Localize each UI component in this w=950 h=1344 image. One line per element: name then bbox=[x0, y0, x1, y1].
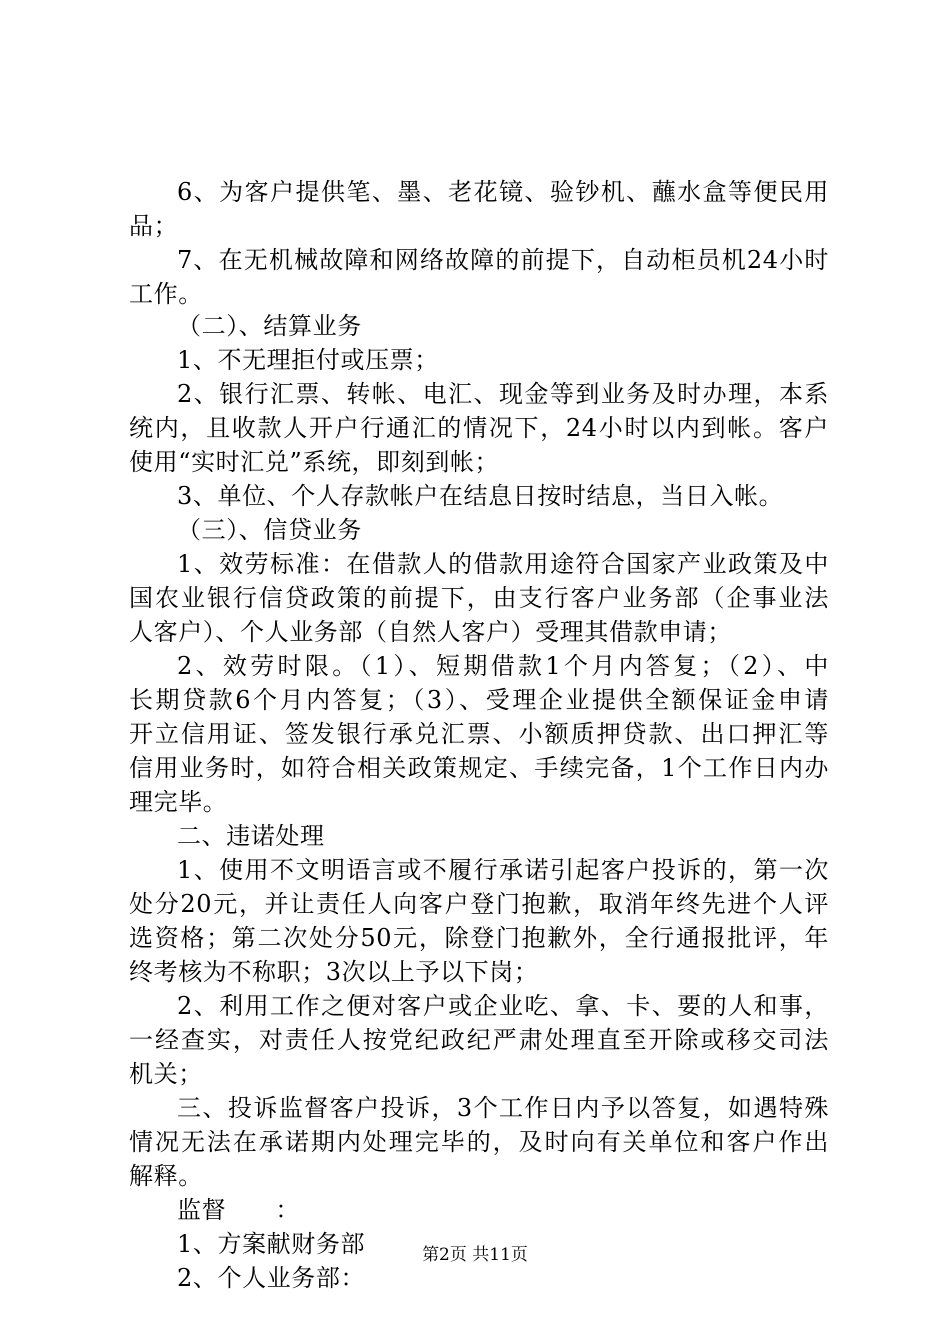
paragraph-line: 情况无法在承诺期内处理完毕的，及时向有关单位和客户作出 bbox=[129, 1128, 829, 1156]
section-heading: （二）、结算业务 bbox=[177, 312, 362, 340]
paragraph-line: 工作。 bbox=[129, 280, 203, 308]
paragraph-line: 信用业务时，如符合相关政策规定、手续完备，1个工作日内办 bbox=[129, 754, 829, 782]
paragraph-line: 3、单位、个人存款帐户在结息日按时结息，当日入帐。 bbox=[177, 482, 784, 510]
paragraph-line: 2、个人业务部： bbox=[177, 1264, 366, 1292]
paragraph-line: 1、不无理拒付或压票； bbox=[177, 346, 439, 374]
paragraph-line: 6、为客户提供笔、墨、老花镜、验钞机、蘸水盒等便民用 bbox=[177, 178, 829, 206]
paragraph-line: 1、方案献财务部 bbox=[177, 1230, 366, 1258]
paragraph-line: 开立信用证、签发银行承兑汇票、小额质押贷款、出口押汇等 bbox=[129, 720, 829, 748]
section-heading: 二、违诺处理 bbox=[177, 822, 325, 850]
page-number-footer: 第2页 共11页 bbox=[422, 1245, 528, 1265]
paragraph-line: 统内，且收款人开户行通汇的情况下，24小时以内到帐。客户 bbox=[129, 414, 829, 442]
paragraph-line: 机关； bbox=[129, 1060, 203, 1088]
paragraph-line: 长期贷款6个月内答复；（3）、受理企业提供全额保证金申请 bbox=[129, 686, 829, 714]
paragraph-line: 国农业银行信贷政策的前提下，由支行客户业务部（企事业法 bbox=[129, 584, 829, 612]
section-heading: （三）、信贷业务 bbox=[177, 516, 362, 544]
paragraph-line: 处分20元，并让责任人向客户登门抱歉，取消年终先进个人评 bbox=[129, 890, 829, 918]
paragraph-line: 使用“实时汇兑”系统，即刻到帐； bbox=[129, 448, 500, 476]
paragraph-line: 2、利用工作之便对客户或企业吃、拿、卡、要的人和事， bbox=[177, 992, 829, 1020]
paragraph-line: 1、效劳标准：在借款人的借款用途符合国家产业政策及中 bbox=[177, 550, 829, 578]
paragraph-line: 终考核为不称职；3次以上予以下岗； bbox=[129, 958, 539, 986]
paragraph-line: 2、效劳时限。（1）、短期借款1个月内答复；（2）、中 bbox=[177, 652, 829, 680]
paragraph-line: 7、在无机械故障和网络故障的前提下，自动柜员机24小时 bbox=[177, 246, 829, 274]
paragraph-line: 2、银行汇票、转帐、电汇、现金等到业务及时办理，本系 bbox=[177, 380, 829, 408]
paragraph-line: 品； bbox=[129, 212, 179, 240]
paragraph-line: 1、使用不文明语言或不履行承诺引起客户投诉的，第一次 bbox=[177, 856, 829, 884]
paragraph-line: 人客户）、个人业务部（自然人客户）受理其借款申请； bbox=[129, 618, 732, 646]
paragraph-line: 选资格；第二次处分50元，除登门抱歉外，全行通报批评，年 bbox=[129, 924, 829, 952]
paragraph-line: 三、投诉监督客户投诉，3个工作日内予以答复，如遇特殊 bbox=[177, 1094, 829, 1122]
paragraph-line: 解释。 bbox=[129, 1162, 203, 1190]
paragraph-line: 一经查实，对责任人按党纪政纪严肃处理直至开除或移交司法 bbox=[129, 1026, 829, 1054]
paragraph-line: 理完毕。 bbox=[129, 788, 228, 816]
paragraph-line: 监督 ： bbox=[177, 1196, 300, 1224]
